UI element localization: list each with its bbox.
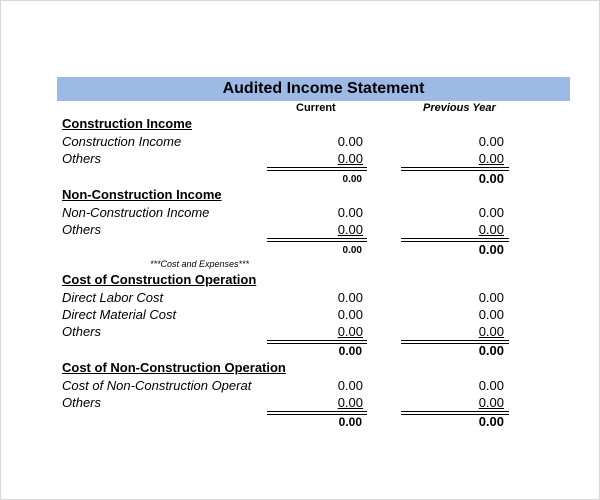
statement-title: Audited Income Statement <box>222 80 425 97</box>
row-value-previous: 0.00 <box>478 324 504 339</box>
section-total-previous: 0.00 <box>478 171 504 186</box>
section-total-previous: 0.00 <box>478 343 504 358</box>
double-rule <box>267 167 367 171</box>
row-value-previous: 0.00 <box>478 205 504 220</box>
row-label: Non-Construction Income <box>62 205 210 220</box>
row-value-previous: 0.00 <box>478 290 504 305</box>
row-value-current: 0.00 <box>337 290 363 305</box>
section-title-cost-of-non-construction-operation: Cost of Non-Construction Operation <box>62 360 286 375</box>
row-value-current: 0.00 <box>337 395 363 410</box>
section-title-cost-of-construction-operation: Cost of Construction Operation <box>62 272 257 287</box>
row-label: Others <box>62 222 102 237</box>
row-value-current: 0.00 <box>337 134 363 149</box>
row-label: Others <box>62 324 102 339</box>
row-value-current: 0.00 <box>337 307 363 322</box>
row-label: Construction Income <box>62 134 182 149</box>
row-value-previous: 0.00 <box>478 307 504 322</box>
row-label: Others <box>62 395 102 410</box>
row-value-previous: 0.00 <box>478 378 504 393</box>
section-title-non-construction-income: Non-Construction Income <box>62 187 222 202</box>
section-total-current: 0.00 <box>342 245 362 256</box>
section-total-previous: 0.00 <box>478 242 504 257</box>
row-value-current: 0.00 <box>337 324 363 339</box>
row-value-current: 0.00 <box>337 205 363 220</box>
column-header-previous-year: Previous Year <box>423 102 496 114</box>
section-total-previous: 0.00 <box>478 414 504 429</box>
row-label: Cost of Non-Construction Operat <box>62 378 252 393</box>
section-total-current: 0.00 <box>338 344 362 358</box>
double-rule <box>267 238 367 242</box>
cost-expenses-note: ***Cost and Expenses*** <box>150 259 250 269</box>
row-value-current: 0.00 <box>337 151 363 166</box>
row-value-previous: 0.00 <box>478 151 504 166</box>
row-value-previous: 0.00 <box>478 222 504 237</box>
row-label: Direct Material Cost <box>62 307 177 322</box>
row-label: Others <box>62 151 102 166</box>
section-total-current: 0.00 <box>342 174 362 185</box>
row-label: Direct Labor Cost <box>62 290 164 305</box>
section-total-current: 0.00 <box>338 415 362 429</box>
row-value-previous: 0.00 <box>478 134 504 149</box>
column-header-current: Current <box>296 102 336 114</box>
section-title-construction-income: Construction Income <box>62 116 193 131</box>
row-value-previous: 0.00 <box>478 395 504 410</box>
row-value-current: 0.00 <box>337 222 363 237</box>
row-value-current: 0.00 <box>337 378 363 393</box>
